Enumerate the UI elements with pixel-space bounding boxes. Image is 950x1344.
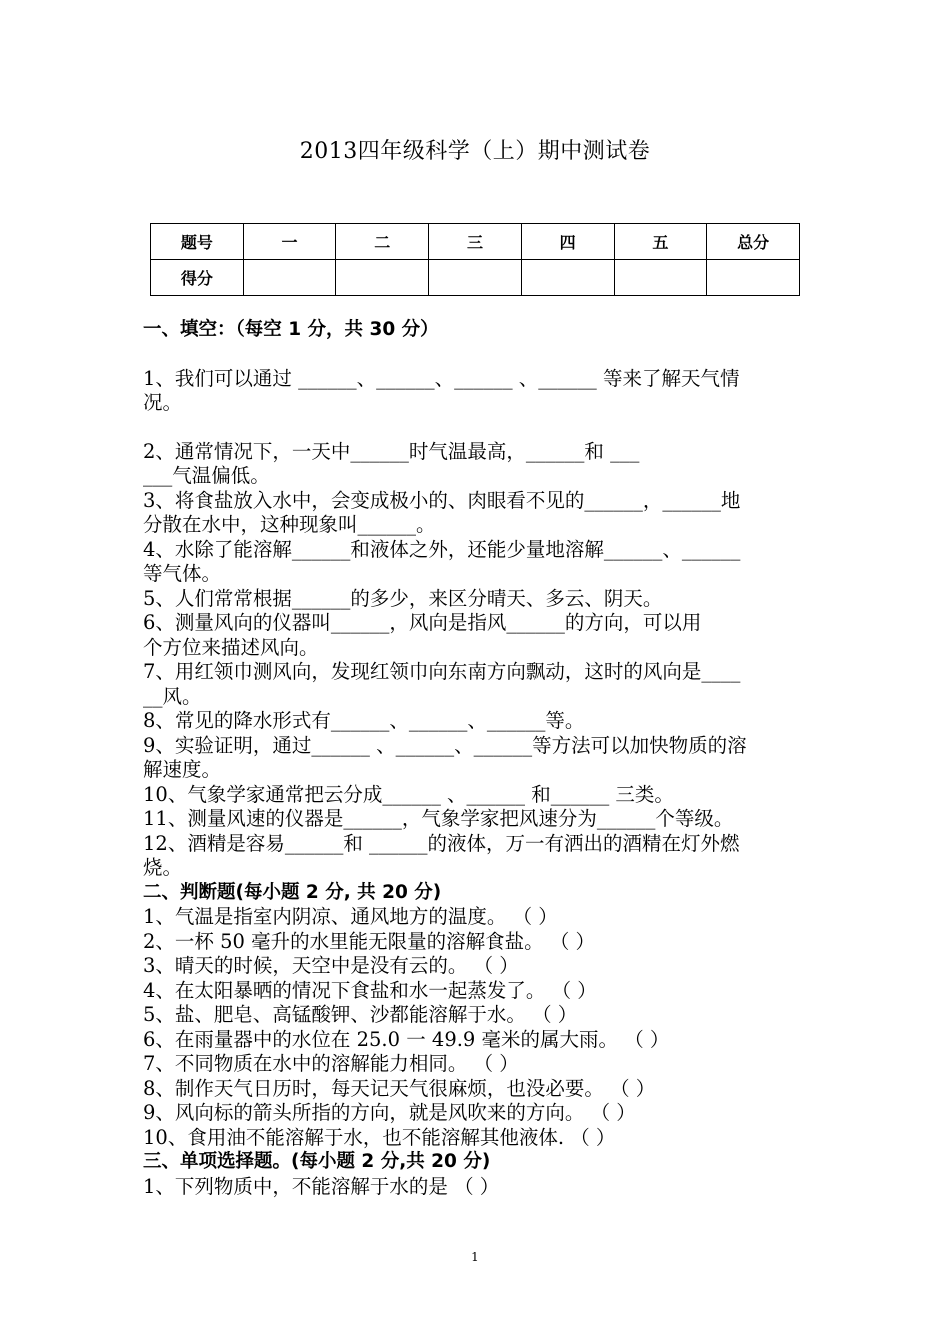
score-cell[interactable]	[336, 260, 429, 296]
judgment-item: 7、不同物质在水中的溶解能力相同。 （ ）	[143, 1052, 519, 1075]
score-cell[interactable]	[707, 260, 800, 296]
judgment-item: 2、一杯 50 毫升的水里能无限量的溶解食盐。 （ ）	[143, 929, 596, 953]
question-line: 8、常见的降水形式有______、______、______等。	[143, 709, 585, 732]
table-cell: 五	[614, 224, 707, 260]
question-line: 等气体。	[143, 562, 222, 585]
table-cell: 题号	[151, 224, 244, 260]
judgment-item: 5、盐、肥皂、高锰酸钾、沙都能溶解于水。 （ ）	[143, 1003, 578, 1026]
score-cell[interactable]	[521, 260, 614, 296]
question-line: 3、将食盐放入水中，会变成极小的、肉眼看不见的______，______地	[143, 488, 741, 512]
question-line: 11、测量风速的仪器是______，气象学家把风速分为______个等级。	[143, 807, 734, 830]
score-cell[interactable]	[243, 260, 336, 296]
judgment-item: 8、制作天气日历时，每天记天气很麻烦，也没必要。 （ ）	[143, 1076, 656, 1100]
table-cell: 得分	[151, 260, 244, 296]
score-cell[interactable]	[429, 260, 522, 296]
score-table	[150, 223, 800, 296]
question-line: 1、我们可以通过 ______、______、______ 、______ 等来了解天气情	[143, 366, 740, 390]
question-line: 个方位来描述风向。	[143, 635, 319, 659]
table-cell: 四	[521, 224, 614, 260]
page-title: 2013四年级科学（上）期中测试卷	[299, 139, 651, 164]
choice-question: 1、下列物质中，不能溶解于水的是 （ ）	[143, 1174, 500, 1198]
judgment-item: 4、在太阳暴晒的情况下食盐和水一起蒸发了。 （ ）	[143, 978, 597, 1002]
judgment-item: 6、在雨量器中的水位在 25.0 一 49.9 毫米的属大雨。 （ ）	[143, 1027, 670, 1051]
question-line: 4、水除了能溶解______和液体之外，还能少量地溶解______、______	[143, 537, 741, 561]
question-line: 2、通常情况下，一天中______时气温最高，______和 ___	[143, 439, 640, 463]
score-table-header-row	[151, 224, 800, 260]
question-line: 12、酒精是容易______和 ______的液体，万一有洒出的酒精在灯外燃	[143, 831, 740, 855]
section-heading-fill-in: 一、填空：（每空 1 分，共 30 分）	[143, 319, 439, 340]
question-line: 况。	[143, 391, 183, 414]
section-heading-true-false: 二、判断题(每小题 2 分, 共 20 分)	[143, 881, 442, 903]
question-line: 10、气象学家通常把云分成______ 、______ 和______ 三类。	[143, 782, 674, 806]
table-cell: 总分	[707, 224, 800, 260]
table-cell: 二	[336, 224, 429, 260]
question-line: 5、人们常常根据______的多少，来区分晴天、多云、阴天。	[143, 586, 663, 610]
judgment-item: 9、风向标的箭头所指的方向，就是风吹来的方向。 （ ）	[143, 1101, 636, 1124]
question-line: 9、实验证明，通过______ 、______、______等方法可以加快物质的溶	[143, 733, 747, 757]
judgment-item: 10、食用油不能溶解于水，也不能溶解其他液体. （ ）	[143, 1125, 616, 1149]
question-line: 烧。	[143, 856, 183, 879]
score-table-score-row	[151, 260, 800, 296]
judgment-item: 3、晴天的时候，天空中是没有云的。 （ ）	[143, 954, 519, 977]
question-line: ___气温偏低。	[143, 464, 270, 487]
judgment-item: 1、气温是指室内阴凉、通风地方的温度。 （ ）	[143, 905, 558, 928]
page-number: 1	[471, 1250, 479, 1264]
question-line: 解速度。	[143, 758, 222, 781]
question-line: 分散在水中，这种现象叫______。	[143, 513, 436, 536]
section-heading-multiple-choice: 三、单项选择题。(每小题 2 分,共 20 分)	[143, 1151, 491, 1172]
table-cell: 三	[429, 224, 522, 260]
question-line: __风。	[143, 684, 202, 708]
question-line: 7、用红领巾测风向，发现红领巾向东南方向飘动，这时的风向是____	[143, 660, 741, 683]
exam-content	[143, 318, 808, 1199]
question-line: 6、测量风向的仪器叫______，风向是指风______的方向，可以用	[143, 611, 702, 634]
table-cell: 一	[243, 224, 336, 260]
score-cell[interactable]	[614, 260, 707, 296]
